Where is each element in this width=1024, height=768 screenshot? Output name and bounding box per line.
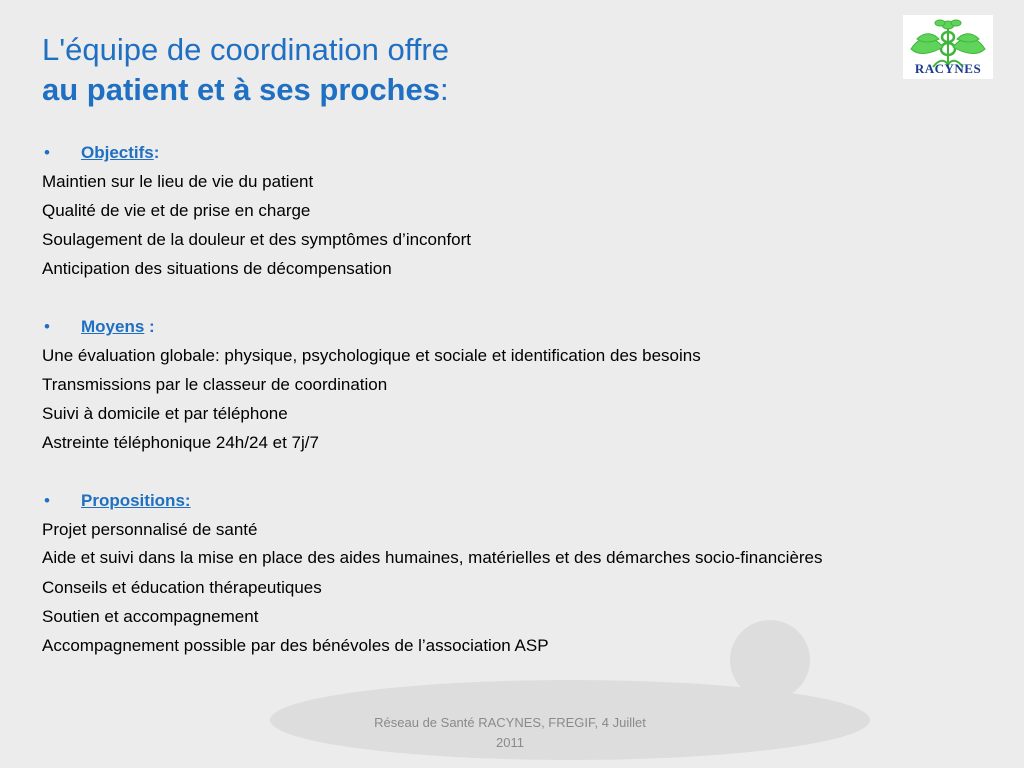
logo-text: RACYNES (914, 61, 982, 76)
proposition-item: Projet personnalisé de santé (42, 520, 258, 539)
section-suffix: : (144, 317, 155, 336)
objectif-item: Soulagement de la douleur et des symptômes d’inconfort (42, 230, 472, 249)
moyen-item: Astreinte téléphonique 24h/24 et 7j/7 (42, 433, 319, 452)
section-propositions-heading (42, 486, 942, 515)
racynes-logo (903, 15, 993, 79)
title-line-2-colon: : (439, 72, 449, 107)
slide-body (42, 138, 942, 660)
proposition-item: Aide et suivi dans la mise en place des aides humaines, matérielles et des démarches socio-financières (42, 548, 823, 567)
section-label: Propositions: (81, 491, 191, 510)
spacer (42, 457, 942, 486)
moyen-item: Une évaluation globale: physique, psychologique et sociale et identification des besoins (42, 346, 701, 365)
spacer (42, 283, 942, 312)
objectif-item: Qualité de vie et de prise en charge (42, 201, 311, 220)
section-label: Objectifs (81, 143, 154, 162)
section-objectifs-heading (42, 138, 942, 167)
bullet-dot: • (44, 143, 50, 162)
section-label: Moyens (81, 317, 145, 336)
footer-line-2: 2011 (496, 735, 524, 750)
proposition-item: Conseils et éducation thérapeutiques (42, 578, 322, 597)
proposition-item: Accompagnement possible par des bénévoles de l’association ASP (42, 636, 549, 655)
slide-title (42, 30, 862, 110)
section-suffix: : (153, 143, 160, 162)
slide-footer (355, 713, 665, 753)
moyen-item: Transmissions par le classeur de coordination (42, 375, 388, 394)
footer-line-1: Réseau de Santé RACYNES, FREGIF, 4 Juillet (374, 715, 646, 730)
title-line-2-bold: au patient et à ses proches (42, 72, 440, 107)
title-line-1: L'équipe de coordination offre (42, 32, 449, 67)
objectif-item: Maintien sur le lieu de vie du patient (42, 172, 314, 191)
objectif-item: Anticipation des situations de décompensation (42, 259, 392, 278)
moyen-item: Suivi à domicile et par téléphone (42, 404, 288, 423)
bullet-dot: • (44, 491, 50, 510)
section-moyens-heading (42, 312, 942, 341)
bullet-dot: • (44, 317, 50, 336)
title-line-2 (42, 70, 862, 110)
proposition-item: Soutien et accompagnement (42, 607, 259, 626)
